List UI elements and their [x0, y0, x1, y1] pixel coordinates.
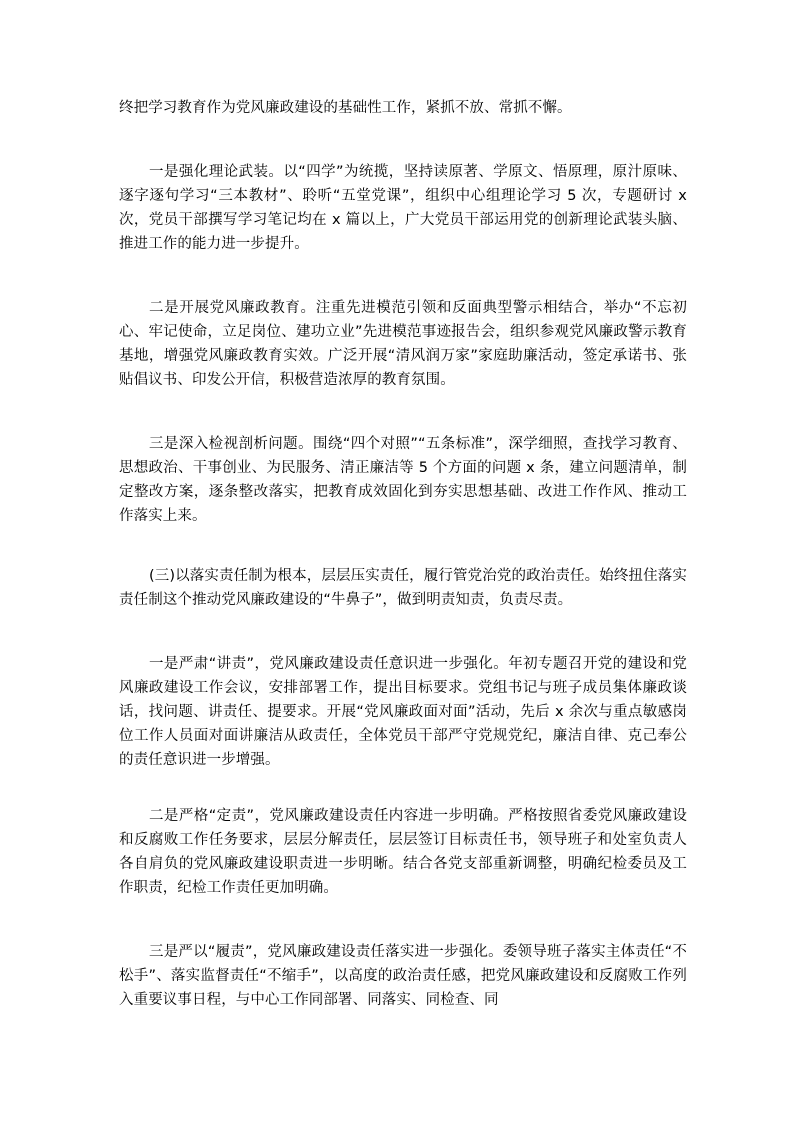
paragraph-section-three-heading: (三)以落实责任制为根本，层层压实责任，履行管党治党的政治责任。始终扭住落实责任制这个推动党风廉政建设的“牛鼻子”，做到明责知责，负责尽责。 [119, 568, 687, 608]
paragraph-integrity-education: 二是开展党风廉政教育。注重先进模范引领和反面典型警示相结合，举办“不忘初心、牢记使命，立足岗位、建功立业”先进模范事迹报告会，组织参观党风廉政警示教育基地，增强党风廉政教育实效。广泛开展“清风润万家”家庭助廉活动，签定承诺书、张贴倡议书、印发公开信，积极营造浓厚的教育氛围。 [119, 300, 687, 388]
paragraph-problem-analysis: 三是深入检视剖析问题。围绕“四个对照”“五条标准”，深学细照，查找学习教育、思想政治、干事创业、为民服务、清正廉洁等 5 个方面的问题 x 条，建立问题清单，制定整改方案，逐条整改落实，把教育成效固化到夯实思想基础、改进工作作风、推动工作落实上来。 [119, 436, 687, 524]
paragraph-define-responsibility: 二是严格“定责”，党风廉政建设责任内容进一步明确。严格按照省委党风廉政建设和反腐败工作任务要求，层层分解责任，层层签订目标责任书，领导班子和处室负责人各自肩负的党风廉政建设职责进一步明晰。结合各党支部重新调整，明确纪检委员及工作职责，纪检工作责任更加明确。 [119, 808, 687, 896]
paragraph-stress-responsibility: 一是严肃“讲责”，党风廉政建设责任意识进一步强化。年初专题召开党的建设和党风廉政建设工作会议，安排部署工作，提出目标要求。党组书记与班子成员集体廉政谈话，找问题、讲责任、提要求。开展“党风廉政面对面”活动，先后 x 余次与重点敏感岗位工作人员面对面讲廉洁从政责任，全体党员干部严守党规党纪，廉洁自律、克己奉公的责任意识进一步增强。 [119, 656, 687, 768]
paragraph-theory-study: 一是强化理论武装。以“四学”为统揽，坚持读原著、学原文、悟原理，原汁原味、逐字逐句学习“三本教材”、聆听“五堂党课”，组织中心组理论学习 5 次，专题研讨 x 次，党员干部撰写学习笔记均在 x 篇以上，广大党员干部运用党的创新理论武装头脑、推进工作的能力进一步提升。 [119, 164, 687, 252]
paragraph-fulfill-responsibility: 三是严以“履责”，党风廉政建设责任落实进一步强化。委领导班子落实主体责任“不松手”、落实监督责任“不缩手”，以高度的政治责任感，把党风廉政建设和反腐败工作列入重要议事日程，与中心工作同部署、同落实、同检查、同 [119, 944, 687, 1008]
paragraph-continuation: 终把学习教育作为党风廉政建设的基础性工作，紧抓不放、常抓不懈。 [119, 100, 572, 116]
